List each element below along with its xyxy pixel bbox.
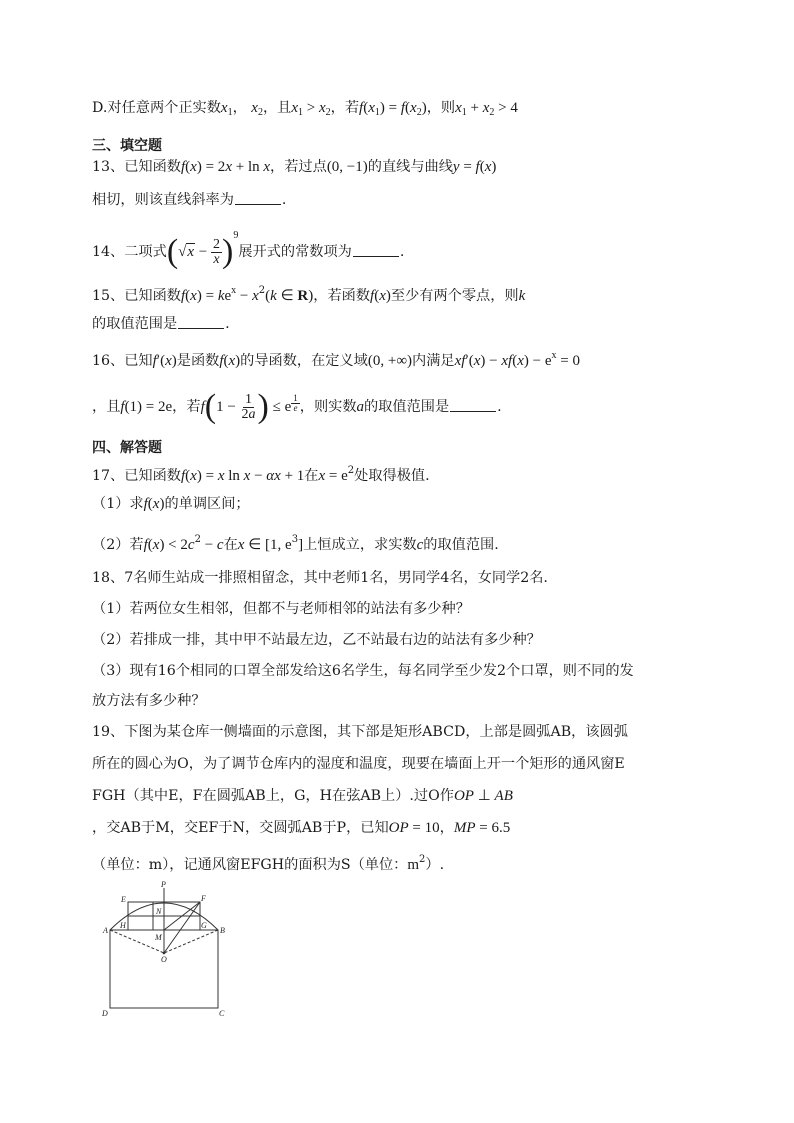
label-m: M: [155, 933, 162, 942]
question-18-part3: （3）现有16个相同的口罩全部发给这6名学生，每名同学至少发2个口罩，则不同的发: [92, 663, 634, 679]
label-c: C: [219, 1009, 225, 1018]
label-h: H: [120, 921, 126, 930]
label-d: D: [102, 1009, 108, 1018]
question-14: 14、二项式(√x − $\frac{2}{x}$ )$^9$展开式的常数项为 .: [92, 230, 405, 270]
question-15-line2: 的取值范围是 .: [92, 316, 230, 332]
question-19-line3: FGH（其中E，F在圆弧AB上，G，H在弦AB上）.过O作OP ⊥ AB: [92, 788, 513, 804]
answer-blank[interactable]: [450, 397, 496, 412]
question-16: 16、已知f′(x)是函数f(x)的导函数，在定义域(0, +∞)内满足$xf'(x) - xf(x) - e^x = 0$: [92, 350, 580, 369]
question-16-line2: ，且f(1) = 2e，若f(1 − $\frac{1}{2a}$ ) ≤ e $\frac{1}{e}$ ，则实数a的取值范围是 .: [92, 388, 502, 425]
warehouse-wall-diagram: [98, 880, 238, 1020]
label-b: B: [220, 926, 225, 935]
label-e: E: [121, 895, 126, 904]
answer-blank[interactable]: [235, 190, 281, 205]
question-19-line1: 19、下图为某仓库一侧墙面的示意图，其下部是矩形ABCD，上部是圆弧AB，该圆弧: [92, 724, 628, 740]
label-p: P: [161, 880, 166, 889]
option-d: D.对任意两个正实数$x_1$， $x_2$，且$x_1 > x_2$，若$f(x_1) = f(x_2)$，则$x_1 + x_2 > 4$: [92, 100, 518, 118]
question-17-part1: （1）求f(x)的单调区间；: [92, 496, 250, 512]
question-19-line4: ，交AB于M，交EF于N，交圆弧AB于P，已知OP = 10，MP = 6.5: [92, 820, 511, 836]
question-18: 18、7名师生站成一排照相留念，其中老师1名，男同学4名，女同学2名.: [92, 570, 548, 586]
question-17-part2: （2）若$f(x) < 2c^2 - c$在x ∈ [1, $e^3$]上恒成立，求实数c的取值范围.: [92, 534, 499, 553]
question-18-part1: （1）若两位女生相邻，但都不与老师相邻的站法有多少种？: [92, 601, 470, 617]
answer-blank[interactable]: [178, 314, 224, 329]
label-o: O: [161, 955, 167, 964]
question-19-line5: （单位：m），记通风窗EFGH的面积为S（单位：$m^2$）.: [92, 854, 445, 873]
answer-blank[interactable]: [353, 242, 399, 257]
label-g: G: [201, 921, 207, 930]
section-title-fill-blank: 三、填空题: [92, 138, 162, 154]
question-13: 13、已知函数f(x) = 2x + ln x，若过点(0, −1)的直线与曲线y = f(x): [92, 159, 497, 175]
question-18-part2: （2）若排成一排，其中甲不站最左边，乙不站最右边的站法有多少种？: [92, 632, 541, 648]
section-title-solutions: 四、解答题: [92, 440, 162, 456]
question-15: 15、已知函数$f(x) = ke^x - x^2(k$ ∈ R)，若函数f(x)至少有两个零点，则k: [92, 285, 526, 304]
question-18-part3-line2: 放方法有多少种？: [92, 693, 206, 709]
label-f: F: [201, 894, 206, 903]
question-17: 17、已知函数f(x) = x ln x − αx + 1在$x = e^2$处取得极值.: [92, 465, 430, 484]
label-n: N: [156, 907, 162, 916]
question-13-line2: 相切，则该直线斜率为 .: [92, 192, 287, 208]
question-19-line2: 所在的圆心为O，为了调节仓库内的湿度和温度，现要在墙面上开一个矩形的通风窗E: [92, 756, 625, 772]
label-a: A: [103, 926, 108, 935]
